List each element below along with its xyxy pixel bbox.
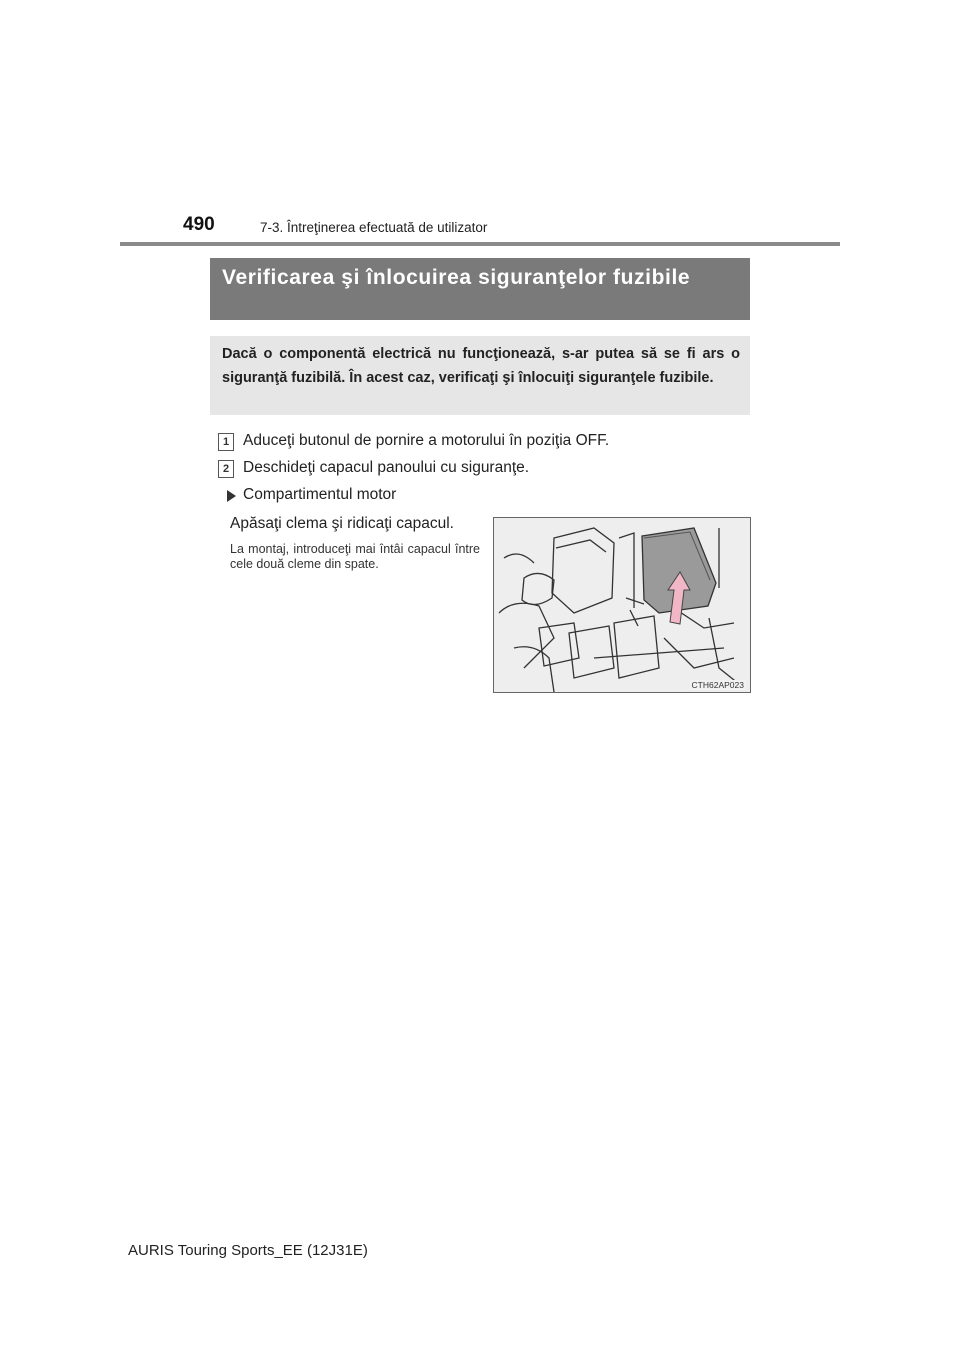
title-banner <box>210 258 750 320</box>
note-text: La montaj, introduceţi mai întâi capacul între cele două cleme din spate. <box>230 542 480 571</box>
section-title: 7-3. Întreţinerea efectuată de utilizator <box>260 220 488 235</box>
step-2-number: 2 <box>218 460 234 478</box>
intro-text: Dacă o componentă electrică nu funcţionează, s-ar putea să se fi ars o siguranţă fuzibilă. În acest caz, verificaţi şi înlocuiţi siguranţele fuzibile. <box>222 346 740 386</box>
step-1-text: Aduceţi butonul de pornire a motorului în poziţia OFF. <box>243 432 610 449</box>
page-title: Verificarea şi înlocuirea siguranţelor fuzibile <box>222 266 691 289</box>
step-2-text: Deschideţi capacul panoului cu siguranţe. <box>243 459 530 476</box>
step-1-number: 1 <box>218 433 234 451</box>
bullet-text: Compartimentul motor <box>243 486 397 503</box>
engine-compartment-illustration <box>494 518 750 692</box>
instruction-text: Apăsaţi clema şi ridicaţi capacul. <box>230 515 454 532</box>
footer-text: AURIS Touring Sports_EE (12J31E) <box>128 1242 368 1259</box>
page-number: 490 <box>183 214 215 235</box>
bullet-arrow-icon <box>227 490 236 502</box>
figure-code: CTH62AP023 <box>691 680 744 690</box>
intro-box <box>210 336 750 415</box>
engine-fuse-box-figure <box>493 517 751 693</box>
header-rule <box>120 242 840 246</box>
